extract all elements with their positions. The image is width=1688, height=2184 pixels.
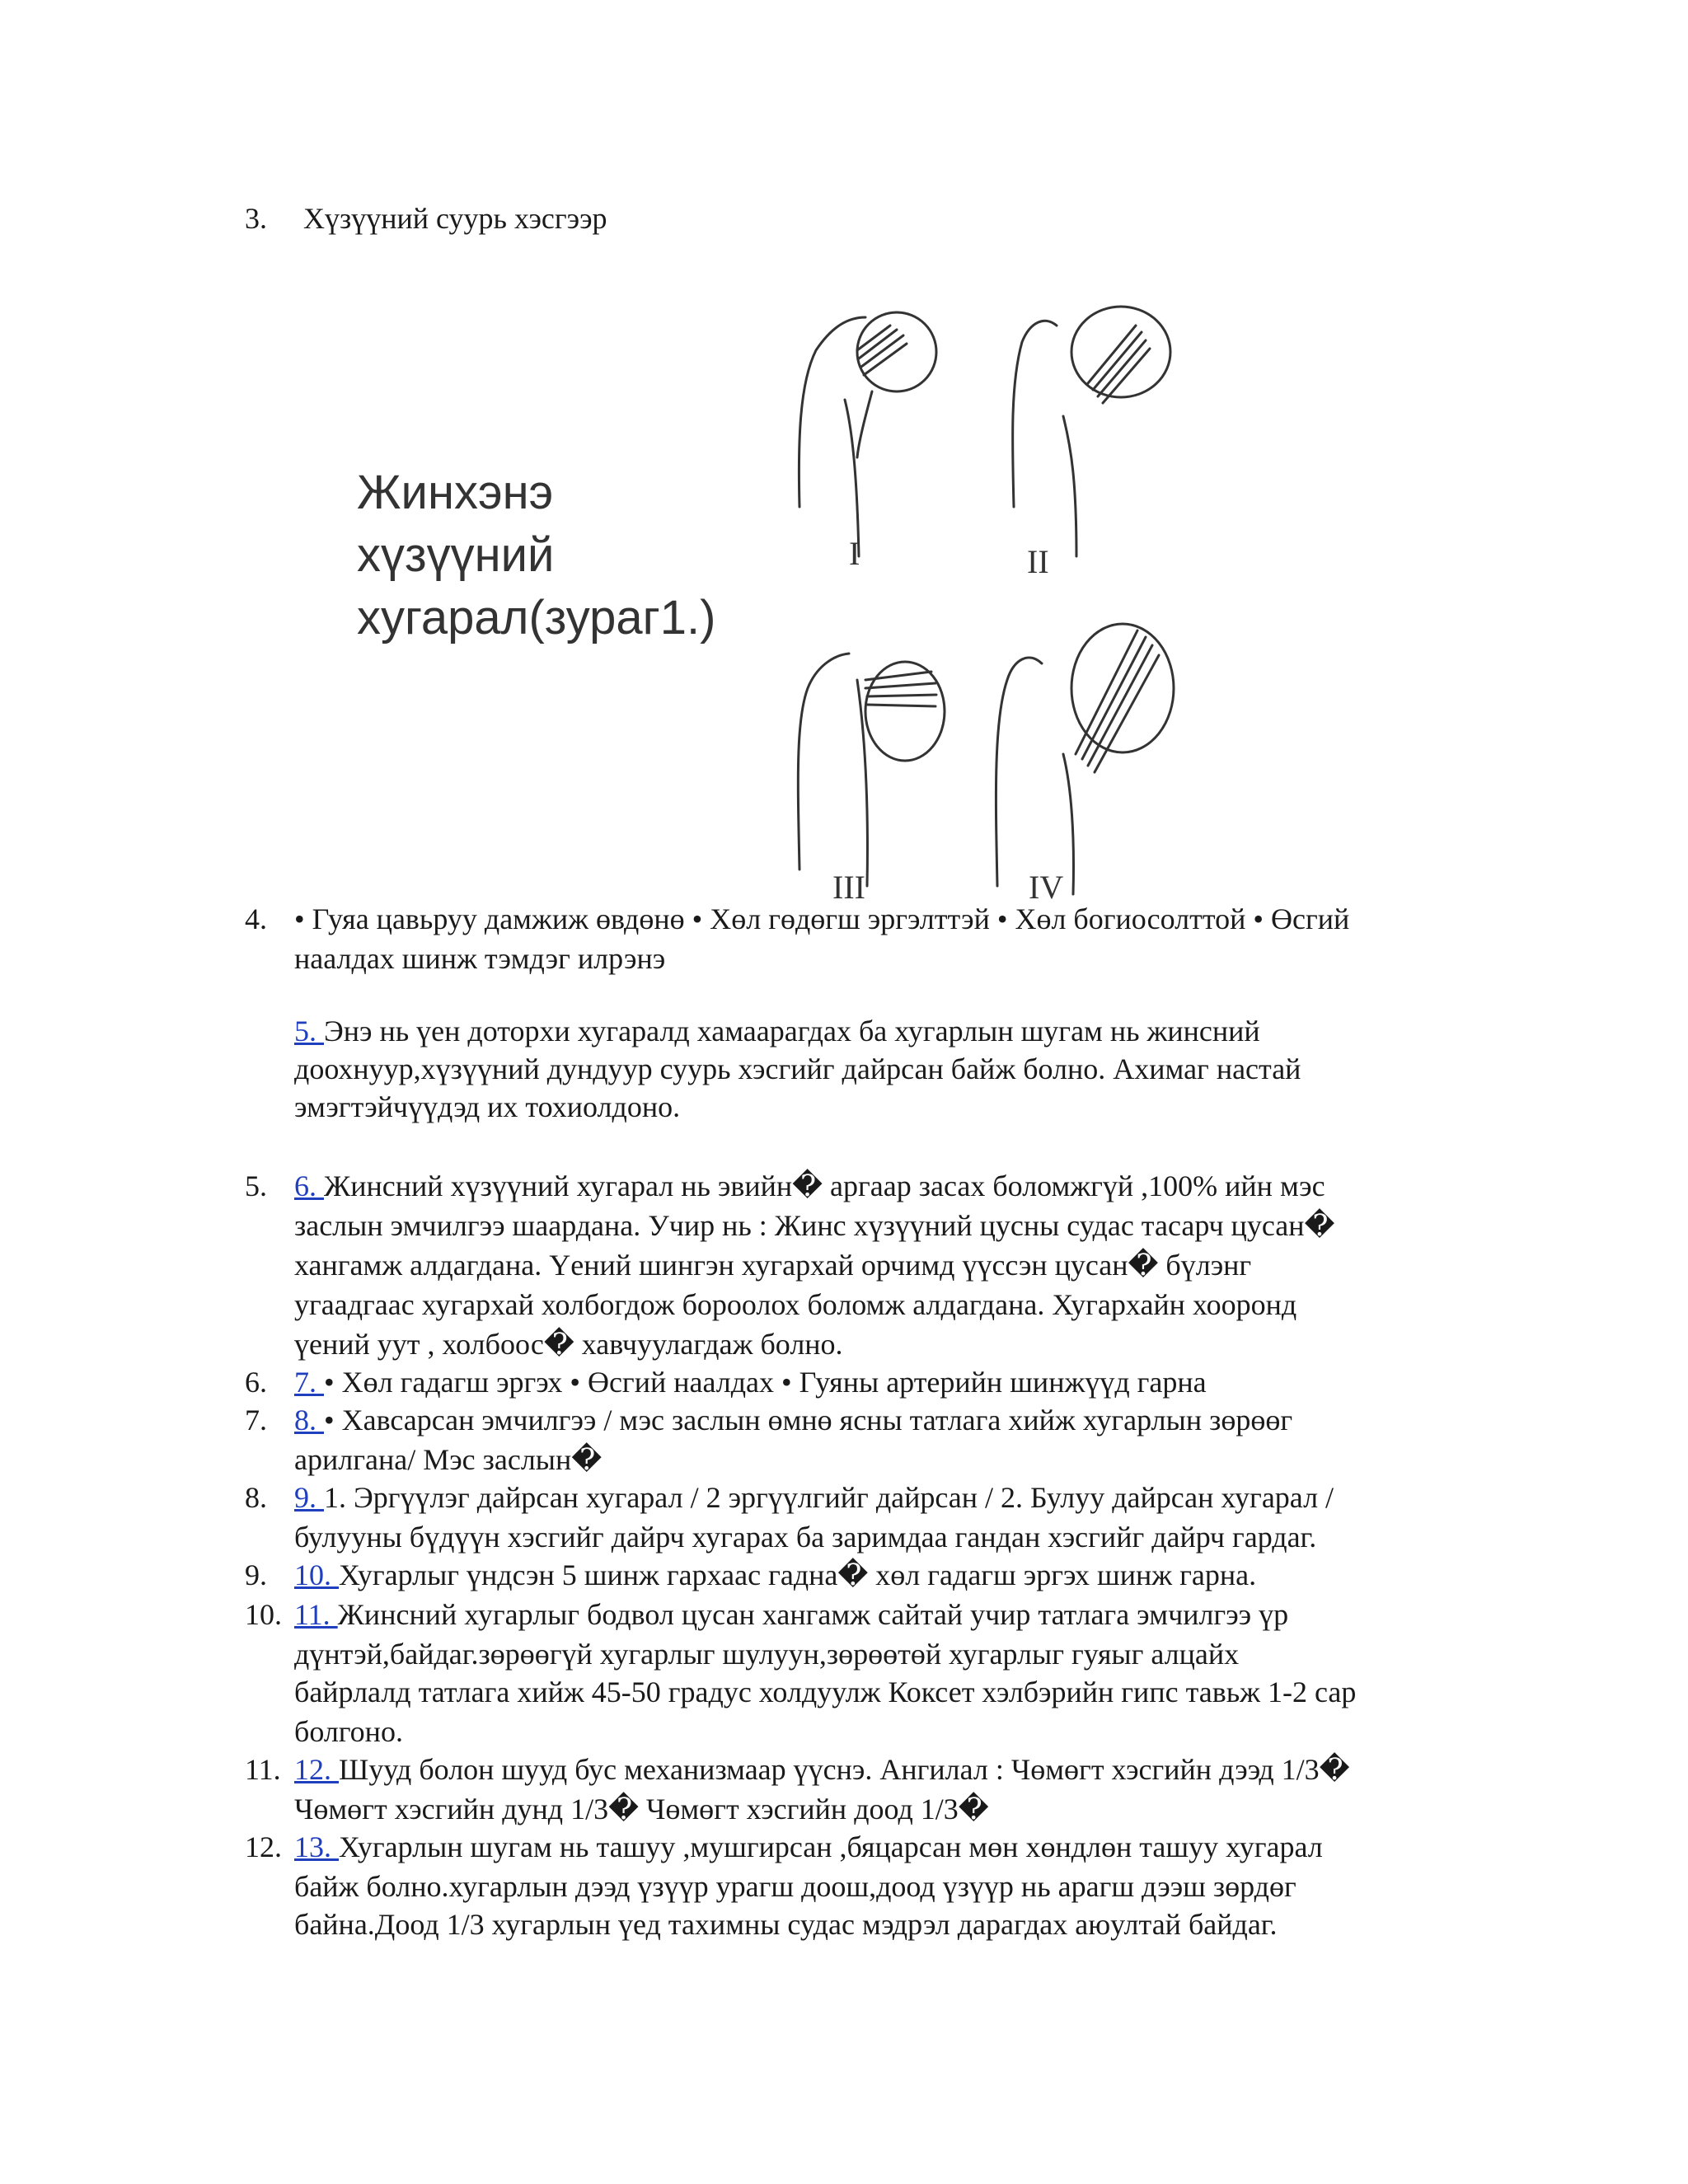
list-item-line: 10. Хугарлыг үндсэн 5 шинж гархаас гадна� хөл гадагш эргэх шинж гарна. <box>294 1558 1257 1591</box>
list-number: 8. <box>245 1481 267 1514</box>
note-link-9[interactable]: 9. <box>294 1481 324 1514</box>
list-item-line: 8. • Хавсарсан эмчилгээ / мэс заслын өмнө ясны татлага хийж хугарлын зөрөөг <box>294 1404 1293 1436</box>
list-item-line: байж болно.хугарлын дээд үзүүр урагш доош,доод үзүүр нь арагш дээш зөрдөг <box>294 1870 1296 1903</box>
note-link-7[interactable]: 7. <box>294 1366 324 1399</box>
note5-line: эмэгтэйчүүдэд их тохиолдоно. <box>294 1090 681 1123</box>
list-number: 10. <box>245 1598 282 1631</box>
list-item-line: Чөмөгт хэсгийн дунд 1/3� Чөмөгт хэсгийн доод 1/3� <box>294 1793 989 1825</box>
femur-drawing-2 <box>1013 307 1170 556</box>
list-number: 7. <box>245 1404 267 1436</box>
list-item-line: дүнтэй,байдаг.зөрөөгүй хугарлыг шулуун,зөрөөтөй хугарлыг гуяыг алцайх <box>294 1638 1240 1671</box>
list-number: 9. <box>245 1558 267 1591</box>
list-item-line: 7. • Хөл гадагш эргэх • Өсгий наалдах • Гуяны артерийн шинжүүд гарна <box>294 1366 1207 1399</box>
note-link-12[interactable]: 12. <box>294 1753 339 1786</box>
list-number: 3. <box>245 202 267 235</box>
figure-caption-line: Жинхэнэ <box>357 466 554 519</box>
list-item-line: байрлалд татлага хийж 45-50 градус холдуулж Коксет хэлбэрийн гипс тавьж 1-2 сар <box>294 1675 1357 1708</box>
note5-line: доохнуур,хүзүүний дундуур суурь хэсгийг дайрсан байж болно. Ахимаг настай <box>294 1052 1301 1085</box>
list-item-line: угаадгаас хугархай холбогдож бороолох боломж алдагдана. Хугархайн хооронд <box>294 1288 1297 1321</box>
femur-drawing-4 <box>996 624 1174 894</box>
figure-caption-line: хүзүүний <box>357 528 555 582</box>
roman-label: III <box>832 869 865 902</box>
list-item-line: 13. Хугарлын шугам нь ташуу ,мушгирсан ,бяцарсан мөн хөндлөн ташуу хугарал <box>294 1830 1323 1863</box>
note-link-5[interactable]: 5. <box>294 1015 324 1047</box>
item3-text: Хүзүүний суурь хэсгээр <box>303 202 607 235</box>
list-item-line: 9. 1. Эргүүлэг дайрсан хугарал / 2 эргүүлгийг дайрсан / 2. Булуу дайрсан хугарал / <box>294 1481 1334 1514</box>
femur-drawing-3 <box>798 654 945 886</box>
femur-drawing-1 <box>799 312 936 556</box>
item4-line: наалдах шинж тэмдэг илрэнэ <box>294 942 666 975</box>
roman-label: I <box>849 535 860 572</box>
note-link-11[interactable]: 11. <box>294 1598 338 1631</box>
list-item-line: байна.Доод 1/3 хугарлын үед тахимны судас мэдрэл дарагдах аюултай байдаг. <box>294 1908 1278 1941</box>
femur-fracture-figure <box>767 293 1195 902</box>
list-number: 6. <box>245 1366 267 1399</box>
list-number: 5. <box>245 1169 267 1202</box>
list-item-line: 6. Жинсний хүзүүний хугарал нь эвийн� аргаар засах боломжгүй ,100% ийн мэс <box>294 1169 1325 1202</box>
list-item-line: болгоно. <box>294 1715 403 1748</box>
note5-line: 5. Энэ нь үен доторхи хугаралд хамаарагдах ба хугарлын шугам нь жинсний <box>294 1015 1260 1047</box>
note-link-6[interactable]: 6. <box>294 1169 324 1202</box>
roman-label: IV <box>1029 869 1064 902</box>
item4-line: • Гуяа цавьруу дамжиж өвдөнө • Хөл гөдөгш эргэлттэй • Хөл богиосолттой • Өсгий <box>294 902 1350 935</box>
list-item-line: 12. Шууд болон шууд бус механизмаар үүснэ. Ангилал : Чөмөгт хэсгийн дээд 1/3� <box>294 1753 1350 1786</box>
figure-caption <box>357 462 715 649</box>
list-number: 4. <box>245 902 267 935</box>
figure-caption-line: хугарал(зураг1.) <box>357 591 716 644</box>
list-number: 11. <box>245 1753 281 1786</box>
list-item-line: 11. Жинсний хугарлыг бодвол цусан хангамж сайтай учир татлага эмчилгээ үр <box>294 1598 1289 1631</box>
list-number: 12. <box>245 1830 282 1863</box>
note-link-8[interactable]: 8. <box>294 1404 324 1436</box>
list-item-line: үений уут , холбоос� хавчуулагдаж болно. <box>294 1328 843 1361</box>
list-item-line: булууны бүдүүн хэсгийг дайрч хугарах ба заримдаа гандан хэсгийг дайрч гардаг. <box>294 1521 1317 1554</box>
list-item-line: арилгана/ Мэс заслын� <box>294 1443 603 1476</box>
note-link-13[interactable]: 13. <box>294 1830 339 1863</box>
note-link-10[interactable]: 10. <box>294 1558 339 1591</box>
roman-label: II <box>1027 543 1049 580</box>
list-item-line: хангамж алдагдана. Үений шингэн хугархай орчимд үүссэн цусан� бүлэнг <box>294 1249 1252 1282</box>
list-item-line: заслын эмчилгээ шаардана. Учир нь : Жинс хүзүүний цусны судас тасарч цусан� <box>294 1209 1335 1242</box>
